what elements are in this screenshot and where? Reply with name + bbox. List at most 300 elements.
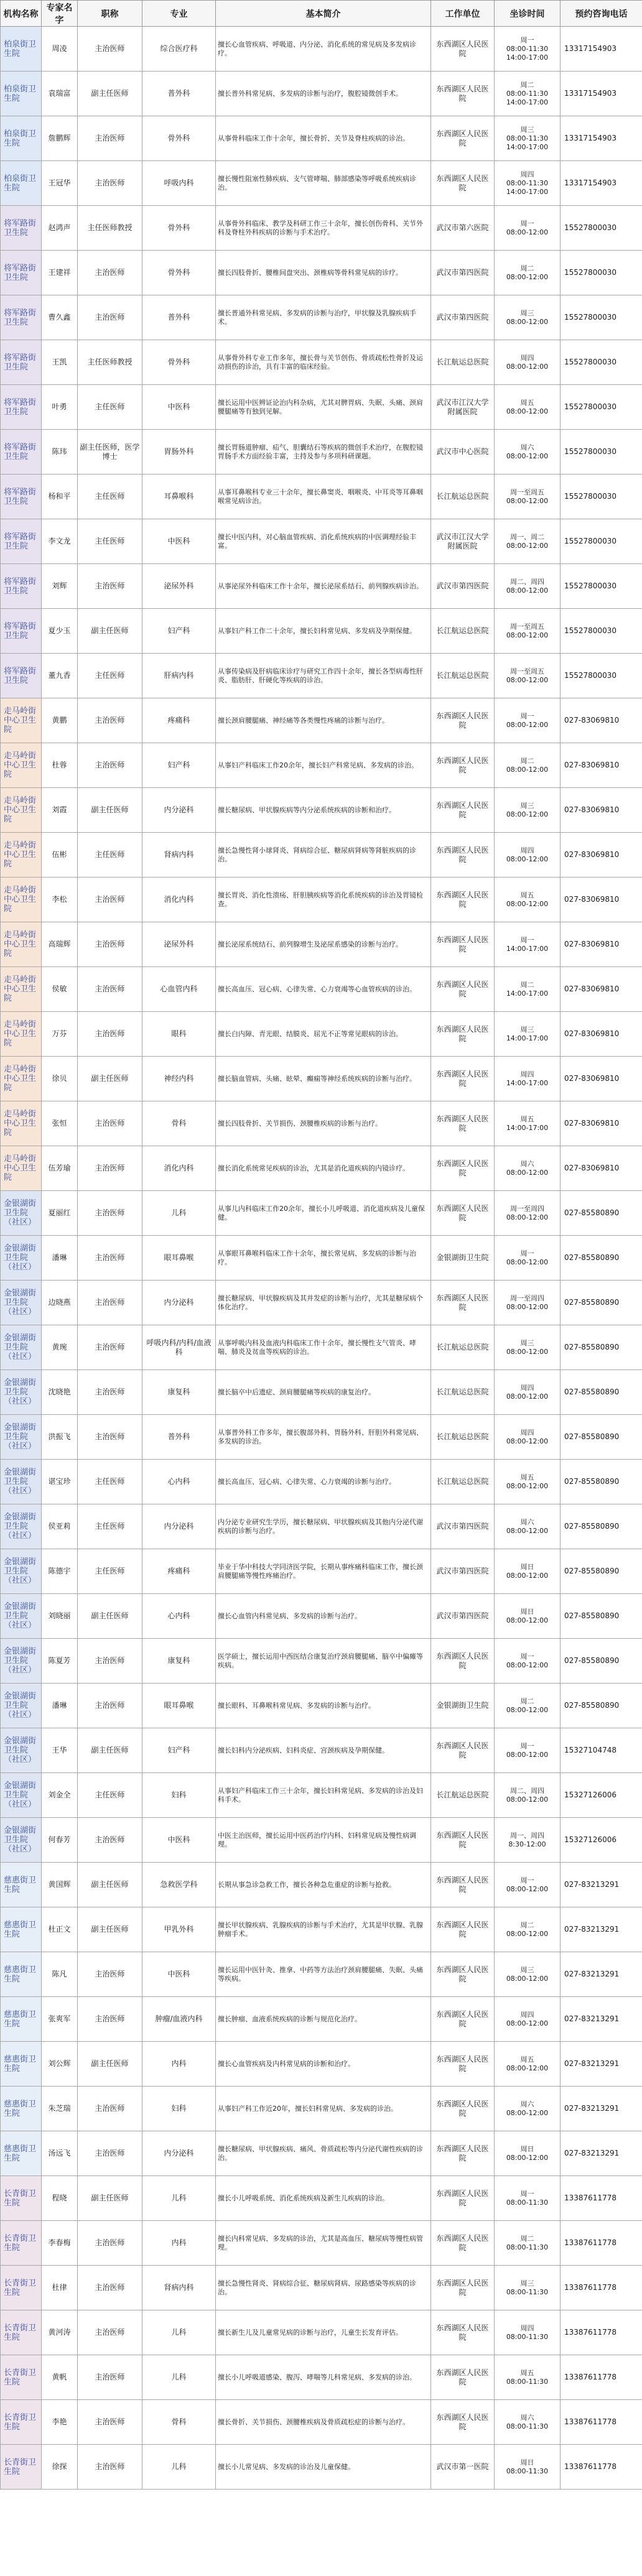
phone-cell[interactable]: 13387611778 [561, 2310, 642, 2355]
phone-cell[interactable]: 13387611778 [561, 2445, 642, 2490]
work-unit-cell: 东西湖区人民医院 [431, 1012, 495, 1057]
introduction-cell: 中医主治医师，擅长运用中医药治疗内科、妇科常见病及慢性病调理。 [216, 1818, 431, 1863]
phone-cell[interactable]: 027-83213291 [561, 2087, 642, 2131]
phone-cell[interactable]: 027-85580890 [561, 1191, 642, 1236]
institution-cell: 走马岭街中心卫生院 [1, 1012, 42, 1057]
phone-cell[interactable]: 027-83069810 [561, 788, 642, 833]
specialty-cell: 普外科 [142, 1415, 216, 1460]
phone-cell[interactable]: 15527800030 [561, 519, 642, 564]
table-row [1, 967, 642, 1012]
institution-cell: 金银湖街卫生院（社区） [1, 1773, 42, 1818]
work-unit-cell: 武汉市中心医院 [431, 430, 495, 475]
phone-cell[interactable]: 027-83213291 [561, 1952, 642, 1997]
specialty-cell: 肾病内科 [142, 833, 216, 878]
specialty-cell: 消化内科 [142, 1146, 216, 1191]
work-unit-cell: 武汉市江汉大学附属医院 [431, 385, 495, 430]
work-unit-cell: 东西湖区人民医院 [431, 72, 495, 116]
title-cell: 主治医师 [78, 1146, 142, 1191]
phone-cell[interactable]: 027-85580890 [561, 1281, 642, 1325]
clinic-time-cell: 周二 08:00-12:00 [495, 1684, 561, 1728]
work-unit-cell: 武汉市第四医院 [431, 1594, 495, 1639]
institution-cell: 将军路街卫生院 [1, 251, 42, 295]
phone-cell[interactable]: 027-83069810 [561, 698, 642, 743]
work-unit-cell: 长江航运总医院 [431, 609, 495, 654]
expert-name-cell: 侯敏 [42, 967, 78, 1012]
specialty-cell: 康复科 [142, 1370, 216, 1415]
specialty-cell: 心血管内科 [142, 967, 216, 1012]
expert-name-cell: 刘霞 [42, 788, 78, 833]
table-row [1, 2266, 642, 2310]
clinic-time-cell: 周一 08:00-12:00 [495, 1863, 561, 1907]
phone-cell[interactable]: 15527800030 [561, 609, 642, 654]
specialty-cell: 呼吸内科 [142, 161, 216, 206]
introduction-cell: 从事眼耳鼻喉科临床工作十余年，擅长常见病、多发病的诊断与治疗。 [216, 1236, 431, 1281]
table-row [1, 1594, 642, 1639]
work-unit-cell: 东西湖区人民医院 [431, 1728, 495, 1773]
title-cell: 主治医师 [78, 2355, 142, 2400]
specialty-cell: 耳鼻喉科 [142, 475, 216, 519]
specialty-cell: 普外科 [142, 72, 216, 116]
expert-name-cell: 黄河涛 [42, 2310, 78, 2355]
expert-name-cell: 侯亚莉 [42, 1504, 78, 1549]
phone-cell[interactable]: 13387611778 [561, 2221, 642, 2266]
clinic-time-cell: 周三 08:00-11:30 14:00-17:00 [495, 116, 561, 161]
institution-cell: 将军路街卫生院 [1, 609, 42, 654]
specialty-cell: 急救医学科 [142, 1863, 216, 1907]
clinic-time-cell: 周六 08:00-12:00 [495, 430, 561, 475]
clinic-time-cell: 周一至周五 08:00-12:00 [495, 654, 561, 698]
institution-cell: 长青街卫生院 [1, 2445, 42, 2490]
clinic-time-cell: 周四 08:00-12:00 [495, 1997, 561, 2042]
specialty-cell: 妇产科 [142, 743, 216, 788]
expert-name-cell: 杜正文 [42, 1907, 78, 1952]
clinic-time-cell: 周四 08:00-12:00 [495, 1415, 561, 1460]
expert-name-cell: 张爽军 [42, 1997, 78, 2042]
expert-name-cell: 詹鹏辉 [42, 116, 78, 161]
title-cell: 主治医师 [78, 967, 142, 1012]
table-row [1, 1639, 642, 1684]
specialty-cell: 肿瘤/血液内科 [142, 1997, 216, 2042]
specialty-cell: 内科 [142, 2221, 216, 2266]
phone-cell[interactable]: 13387611778 [561, 2266, 642, 2310]
phone-cell[interactable]: 15527800030 [561, 654, 642, 698]
institution-cell: 长青街卫生院 [1, 2355, 42, 2400]
introduction-cell: 擅长骨折、关节损伤、颈腰椎疾病及骨质疏松症的诊断与治疗。 [216, 2400, 431, 2445]
introduction-cell: 擅长白内障、青光眼、结膜炎、屈光不正等常见眼病的诊治。 [216, 1012, 431, 1057]
phone-cell[interactable]: 13317154903 [561, 72, 642, 116]
work-unit-cell: 东西湖区人民医院 [431, 116, 495, 161]
phone-cell[interactable]: 15527800030 [561, 430, 642, 475]
institution-cell: 慈惠街卫生院 [1, 2042, 42, 2087]
phone-cell[interactable]: 027-83213291 [561, 2131, 642, 2176]
institution-cell: 长青街卫生院 [1, 2266, 42, 2310]
expert-name-cell: 周凌 [42, 27, 78, 72]
title-cell: 主任医师 [78, 385, 142, 430]
work-unit-cell: 长江航运总医院 [431, 1415, 495, 1460]
phone-cell[interactable]: 027-85580890 [561, 1594, 642, 1639]
phone-cell[interactable]: 027-83213291 [561, 1997, 642, 2042]
specialty-cell: 骨外科 [142, 340, 216, 385]
phone-cell[interactable]: 15327126006 [561, 1773, 642, 1818]
introduction-cell: 擅长糖尿病、甲状腺疾病及其并发症的诊断与治疗，尤其是糖尿病个体化治疗。 [216, 1281, 431, 1325]
introduction-cell: 从事泌尿外科临床工作十余年，擅长泌尿系结石、前列腺疾病诊治。 [216, 564, 431, 609]
introduction-cell: 擅长小儿呼吸道感染、腹泻、哮喘等儿科常见病、多发病的诊治。 [216, 2355, 431, 2400]
institution-cell: 金银湖街卫生院（社区） [1, 1549, 42, 1594]
work-unit-cell: 东西湖区人民医院 [431, 833, 495, 878]
title-cell: 主治医师 [78, 922, 142, 967]
work-unit-cell: 长江航运总医院 [431, 340, 495, 385]
clinic-time-cell: 周二 08:00-11:30 14:00-17:00 [495, 72, 561, 116]
institution-cell: 将军路街卫生院 [1, 430, 42, 475]
work-unit-cell: 武汉市第四医院 [431, 1549, 495, 1594]
table-row [1, 116, 642, 161]
title-cell: 主治医师 [78, 878, 142, 922]
work-unit-cell: 东西湖区人民医院 [431, 2087, 495, 2131]
clinic-time-cell: 周三 08:00-12:00 [495, 788, 561, 833]
table-row [1, 1281, 642, 1325]
phone-cell[interactable]: 027-85580890 [561, 1639, 642, 1684]
introduction-cell: 擅长脑卒中后遗症、颈肩腰腿痛等疾病的康复治疗。 [216, 1370, 431, 1415]
introduction-cell: 毕业于华中科技大学同济医学院，长期从事疼痛科临床工作，擅长颈肩腰腿痛等慢性疼痛治疗。 [216, 1549, 431, 1594]
specialty-cell: 内科 [142, 2042, 216, 2087]
expert-name-cell: 李艳 [42, 2400, 78, 2445]
title-cell: 副主任医师 [78, 1594, 142, 1639]
clinic-time-cell: 周六 08:00-12:00 [495, 1504, 561, 1549]
header-specialty: 专业 [142, 1, 216, 27]
specialty-cell: 中医科 [142, 1818, 216, 1863]
expert-name-cell: 张恒 [42, 1101, 78, 1146]
clinic-time-cell: 周一 08:00-12:00 [495, 206, 561, 251]
introduction-cell: 从事普外科工作多年，擅长腹部外科、胃肠外科、肝胆外科常见病、多发病的诊治。 [216, 1415, 431, 1460]
clinic-time-cell: 周五 08:00-12:00 [495, 385, 561, 430]
introduction-cell: 擅长颈肩腰腿痛、神经痛等各类慢性疼痛的诊断与治疗。 [216, 698, 431, 743]
phone-cell[interactable]: 027-85580890 [561, 1549, 642, 1594]
phone-cell[interactable]: 027-85580890 [561, 1415, 642, 1460]
table-body [1, 27, 642, 2490]
title-cell: 主治医师 [78, 1997, 142, 2042]
clinic-time-cell: 周一至周五 08:00-12:00 [495, 609, 561, 654]
institution-cell: 金银湖街卫生院（社区） [1, 1460, 42, 1504]
introduction-cell: 擅长小儿常见病、多发病的诊治及儿童保健。 [216, 2445, 431, 2490]
clinic-time-cell: 周一 14:00-17:00 [495, 922, 561, 967]
work-unit-cell: 东西湖区人民医院 [431, 27, 495, 72]
title-cell: 副主任医师 [78, 609, 142, 654]
phone-cell[interactable]: 15527800030 [561, 295, 642, 340]
work-unit-cell: 东西湖区人民医院 [431, 2310, 495, 2355]
table-row [1, 2087, 642, 2131]
expert-name-cell: 刘辉 [42, 564, 78, 609]
title-cell: 主任医师教授 [78, 206, 142, 251]
expert-name-cell: 杜律 [42, 2266, 78, 2310]
phone-cell[interactable]: 027-83069810 [561, 1012, 642, 1057]
title-cell: 主治医师 [78, 116, 142, 161]
phone-cell[interactable]: 027-83213291 [561, 1863, 642, 1907]
expert-name-cell: 陈凡 [42, 1952, 78, 1997]
clinic-time-cell: 周四 08:00-11:30 [495, 2310, 561, 2355]
title-cell: 主治医师 [78, 1818, 142, 1863]
phone-cell[interactable]: 027-85580890 [561, 1504, 642, 1549]
title-cell: 副主任医师 [78, 1057, 142, 1101]
work-unit-cell: 东西湖区人民医院 [431, 161, 495, 206]
introduction-cell: 擅长消化系统常见疾病的诊治，尤其是消化道疾病的内镜诊疗。 [216, 1146, 431, 1191]
table-row [1, 2355, 642, 2400]
introduction-cell: 擅长糖尿病、甲状腺疾病、痛风、骨质疏松等内分泌代谢性疾病的诊治。 [216, 2131, 431, 2176]
phone-cell[interactable]: 15527800030 [561, 251, 642, 295]
table-row [1, 833, 642, 878]
institution-cell: 金银湖街卫生院（社区） [1, 1191, 42, 1236]
title-cell: 主治医师 [78, 1370, 142, 1415]
table-row [1, 1325, 642, 1370]
table-row [1, 385, 642, 430]
institution-cell: 将军路街卫生院 [1, 340, 42, 385]
specialty-cell: 眼耳鼻喉 [142, 1236, 216, 1281]
introduction-cell: 擅长中医内科，对心脑血管疾病、消化系统疾病的中医调理经验丰富。 [216, 519, 431, 564]
phone-cell[interactable]: 027-83213291 [561, 2042, 642, 2087]
work-unit-cell: 金银湖街卫生院 [431, 1684, 495, 1728]
clinic-time-cell: 周四 08:00-12:00 [495, 1370, 561, 1415]
introduction-cell: 从事骨科临床工作十余年，擅长骨折、关节及脊柱疾病的诊治。 [216, 116, 431, 161]
phone-cell[interactable]: 15527800030 [561, 475, 642, 519]
title-cell: 主治医师 [78, 2445, 142, 2490]
table-header-row [1, 1, 642, 27]
clinic-time-cell: 周一、周二 08:00-12:00 [495, 519, 561, 564]
phone-cell[interactable]: 027-83069810 [561, 922, 642, 967]
clinic-time-cell: 周六 08:00-11:30 [495, 2400, 561, 2445]
title-cell: 副主任医师 [78, 788, 142, 833]
introduction-cell: 擅长四肢骨折、关节损伤、颈腰椎疾病的诊断与治疗。 [216, 1101, 431, 1146]
specialty-cell: 中医科 [142, 519, 216, 564]
table-row [1, 1012, 642, 1057]
expert-name-cell: 李文龙 [42, 519, 78, 564]
table-row [1, 2176, 642, 2221]
title-cell: 副主任医师 [78, 1863, 142, 1907]
clinic-time-cell: 周三 08:00-12:00 [495, 295, 561, 340]
specialty-cell: 骨外科 [142, 251, 216, 295]
work-unit-cell: 东西湖区人民医院 [431, 1191, 495, 1236]
table-row [1, 72, 642, 116]
table-row [1, 27, 642, 72]
institution-cell: 走马岭街中心卫生院 [1, 743, 42, 788]
specialty-cell: 心内科 [142, 1594, 216, 1639]
clinic-time-cell: 周日 08:00-12:00 [495, 2131, 561, 2176]
institution-cell: 慈惠街卫生院 [1, 2087, 42, 2131]
title-cell: 主治医师 [78, 564, 142, 609]
phone-cell[interactable]: 027-83069810 [561, 1146, 642, 1191]
introduction-cell: 擅长眼科、耳鼻喉科常见病、多发病的诊断与治疗。 [216, 1684, 431, 1728]
introduction-cell: 从事妇产科临床工作三十余年，擅长妇科常见病、多发病的诊治及妇科手术。 [216, 1773, 431, 1818]
institution-cell: 金银湖街卫生院（社区） [1, 1325, 42, 1370]
title-cell: 主治医师 [78, 1639, 142, 1684]
clinic-time-cell: 周一、周四 8:30-12:00 [495, 1818, 561, 1863]
title-cell: 副主任医师 [78, 1907, 142, 1952]
expert-name-cell: 刘公辉 [42, 2042, 78, 2087]
clinic-time-cell: 周一至周四 08:00-12:00 [495, 1281, 561, 1325]
specialty-cell: 妇产科 [142, 1728, 216, 1773]
specialty-cell: 疼痛科 [142, 1549, 216, 1594]
specialty-cell: 综合医疗科 [142, 27, 216, 72]
specialty-cell: 儿科 [142, 2445, 216, 2490]
phone-cell[interactable]: 15527800030 [561, 385, 642, 430]
expert-name-cell: 黄鹏 [42, 698, 78, 743]
expert-name-cell: 李松 [42, 878, 78, 922]
table-row [1, 430, 642, 475]
work-unit-cell: 长江航运总医院 [431, 1773, 495, 1818]
title-cell: 主任医师 [78, 475, 142, 519]
institution-cell: 金银湖街卫生院（社区） [1, 1281, 42, 1325]
work-unit-cell: 东西湖区人民医院 [431, 922, 495, 967]
phone-cell[interactable]: 027-85580890 [561, 1460, 642, 1504]
work-unit-cell: 武汉市第四医院 [431, 1504, 495, 1549]
work-unit-cell: 东西湖区人民医院 [431, 967, 495, 1012]
introduction-cell: 从事耳鼻喉科专业三十余年，擅长鼻窦炎、咽喉炎、中耳炎等耳鼻咽喉常见病诊治。 [216, 475, 431, 519]
specialty-cell: 内分泌科 [142, 1504, 216, 1549]
phone-cell[interactable]: 13387611778 [561, 2176, 642, 2221]
table-row [1, 2445, 642, 2490]
title-cell: 副主任医师 [78, 2042, 142, 2087]
work-unit-cell: 东西湖区人民医院 [431, 2042, 495, 2087]
institution-cell: 走马岭街中心卫生院 [1, 833, 42, 878]
table-row [1, 519, 642, 564]
title-cell: 主治医师 [78, 251, 142, 295]
expert-name-cell: 叶勇 [42, 385, 78, 430]
expert-name-cell: 刘金全 [42, 1773, 78, 1818]
title-cell: 副主任医师 [78, 72, 142, 116]
clinic-time-cell: 周一至周五 08:00-12:00 [495, 475, 561, 519]
work-unit-cell: 东西湖区人民医院 [431, 1639, 495, 1684]
phone-cell[interactable]: 027-83069810 [561, 743, 642, 788]
specialty-cell: 儿科 [142, 2310, 216, 2355]
institution-cell: 金银湖街卫生院（社区） [1, 1818, 42, 1863]
table-row [1, 1818, 642, 1863]
specialty-cell: 肾病内科 [142, 2266, 216, 2310]
phone-cell[interactable]: 15527800030 [561, 340, 642, 385]
specialty-cell: 妇产科 [142, 609, 216, 654]
expert-name-cell: 朱芝瑞 [42, 2087, 78, 2131]
table-row [1, 2042, 642, 2087]
institution-cell: 走马岭街中心卫生院 [1, 788, 42, 833]
work-unit-cell: 东西湖区人民医院 [431, 2266, 495, 2310]
work-unit-cell: 东西湖区人民医院 [431, 1907, 495, 1952]
title-cell: 主治医师 [78, 2131, 142, 2176]
title-cell: 主任医师 [78, 1504, 142, 1549]
expert-name-cell: 夏少玉 [42, 609, 78, 654]
expert-name-cell: 谌宝珍 [42, 1460, 78, 1504]
work-unit-cell: 武汉市江汉大学附属医院 [431, 519, 495, 564]
phone-cell[interactable]: 027-85580890 [561, 1236, 642, 1281]
table-row [1, 922, 642, 967]
phone-cell[interactable]: 13387611778 [561, 2400, 642, 2445]
header-expert-name: 专家名字 [42, 1, 78, 27]
phone-cell[interactable]: 13317154903 [561, 27, 642, 72]
introduction-cell: 擅长普外科常见病、多发病的诊断与治疗，腹腔镜微创手术。 [216, 72, 431, 116]
phone-cell[interactable]: 027-83069810 [561, 1057, 642, 1101]
institution-cell: 金银湖街卫生院（社区） [1, 1236, 42, 1281]
title-cell: 主任医师教授 [78, 340, 142, 385]
table-row [1, 788, 642, 833]
table-row [1, 1997, 642, 2042]
institution-cell: 将军路街卫生院 [1, 519, 42, 564]
specialty-cell: 疼痛科 [142, 698, 216, 743]
table-row [1, 1684, 642, 1728]
phone-cell[interactable]: 027-83069810 [561, 878, 642, 922]
specialty-cell: 骨外科 [142, 206, 216, 251]
table-row [1, 1549, 642, 1594]
introduction-cell: 从事妇产科临床工作20余年，擅长妇产科常见病、多发病的诊治。 [216, 743, 431, 788]
expert-name-cell: 刘晓丽 [42, 1594, 78, 1639]
clinic-time-cell: 周三 14:00-17:00 [495, 1012, 561, 1057]
work-unit-cell: 东西湖区人民医院 [431, 788, 495, 833]
work-unit-cell: 东西湖区人民医院 [431, 1952, 495, 1997]
table-row [1, 1236, 642, 1281]
table-row [1, 1415, 642, 1460]
expert-name-cell: 高瑞辉 [42, 922, 78, 967]
introduction-cell: 擅长急慢性肾小球肾炎、肾病综合征、糖尿病肾病等肾脏疾病的诊治。 [216, 833, 431, 878]
table-row [1, 2221, 642, 2266]
header-institution: 机构名称 [1, 1, 42, 27]
work-unit-cell: 东西湖区人民医院 [431, 1146, 495, 1191]
work-unit-cell: 长江航运总医院 [431, 654, 495, 698]
phone-cell[interactable]: 13317154903 [561, 161, 642, 206]
specialty-cell: 眼科 [142, 1012, 216, 1057]
phone-cell[interactable]: 027-83069810 [561, 1101, 642, 1146]
phone-cell[interactable]: 15327104748 [561, 1728, 642, 1773]
introduction-cell: 从事传染病及肝病临床诊疗与研究工作四十余年，擅长各型病毒性肝炎、脂肪肝、肝硬化等疾病的诊治。 [216, 654, 431, 698]
table-row [1, 1728, 642, 1773]
introduction-cell: 擅长四肢骨折、腰椎间盘突出、颈椎病等骨科常见病的诊疗。 [216, 251, 431, 295]
title-cell: 主治医师 [78, 2310, 142, 2355]
phone-cell[interactable]: 13387611778 [561, 2355, 642, 2400]
table-row [1, 475, 642, 519]
expert-name-cell: 陈夏芳 [42, 1639, 78, 1684]
table-row [1, 609, 642, 654]
specialty-cell: 眼耳鼻喉 [142, 1684, 216, 1728]
phone-cell[interactable]: 15527800030 [561, 206, 642, 251]
introduction-cell: 擅长泌尿系统结石、前列腺增生及泌尿系感染的诊断与治疗。 [216, 922, 431, 967]
phone-cell[interactable]: 027-83069810 [561, 967, 642, 1012]
expert-name-cell: 王凯 [42, 340, 78, 385]
phone-cell[interactable]: 027-85580890 [561, 1370, 642, 1415]
work-unit-cell: 东西湖区人民医院 [431, 878, 495, 922]
expert-name-cell: 杜蓉 [42, 743, 78, 788]
expert-name-cell: 王冠华 [42, 161, 78, 206]
phone-cell[interactable]: 15327126006 [561, 1818, 642, 1863]
title-cell: 主治医师 [78, 743, 142, 788]
introduction-cell: 从事妇产科工作近20年，擅长妇科常见病、多发病的诊治。 [216, 2087, 431, 2131]
institution-cell: 慈惠街卫生院 [1, 1863, 42, 1907]
phone-cell[interactable]: 027-83069810 [561, 833, 642, 878]
phone-cell[interactable]: 027-83213291 [561, 1907, 642, 1952]
table-row [1, 340, 642, 385]
institution-cell: 慈惠街卫生院 [1, 1997, 42, 2042]
clinic-time-cell: 周五 14:00-17:00 [495, 1101, 561, 1146]
phone-cell[interactable]: 15527800030 [561, 564, 642, 609]
introduction-cell: 擅长心血管疾病及内科常见病的诊断和治疗。 [216, 2042, 431, 2087]
phone-cell[interactable]: 027-85580890 [561, 1325, 642, 1370]
table-row [1, 654, 642, 698]
phone-cell[interactable]: 027-85580890 [561, 1684, 642, 1728]
expert-name-cell: 黄琬 [42, 1325, 78, 1370]
clinic-time-cell: 周一 08:00-11:30 [495, 2176, 561, 2221]
clinic-time-cell: 周一 08:00-11:30 14:00-17:00 [495, 27, 561, 72]
phone-cell[interactable]: 13317154903 [561, 116, 642, 161]
clinic-time-cell: 周一 08:00-12:00 [495, 1639, 561, 1684]
institution-cell: 长青街卫生院 [1, 2221, 42, 2266]
expert-name-cell: 黄国辉 [42, 1863, 78, 1907]
table-row [1, 1773, 642, 1818]
introduction-cell: 擅长运用中医辨证论治内科杂病，尤其对脾胃病、失眠、头痛、颈肩腰腿痛等有独到见解。 [216, 385, 431, 430]
specialty-cell: 心内科 [142, 1460, 216, 1504]
introduction-cell: 从事骨外科专业工作多年，擅长骨与关节创伤、骨质疏松性骨折及运动损伤的诊治，具有丰富的临床经验。 [216, 340, 431, 385]
